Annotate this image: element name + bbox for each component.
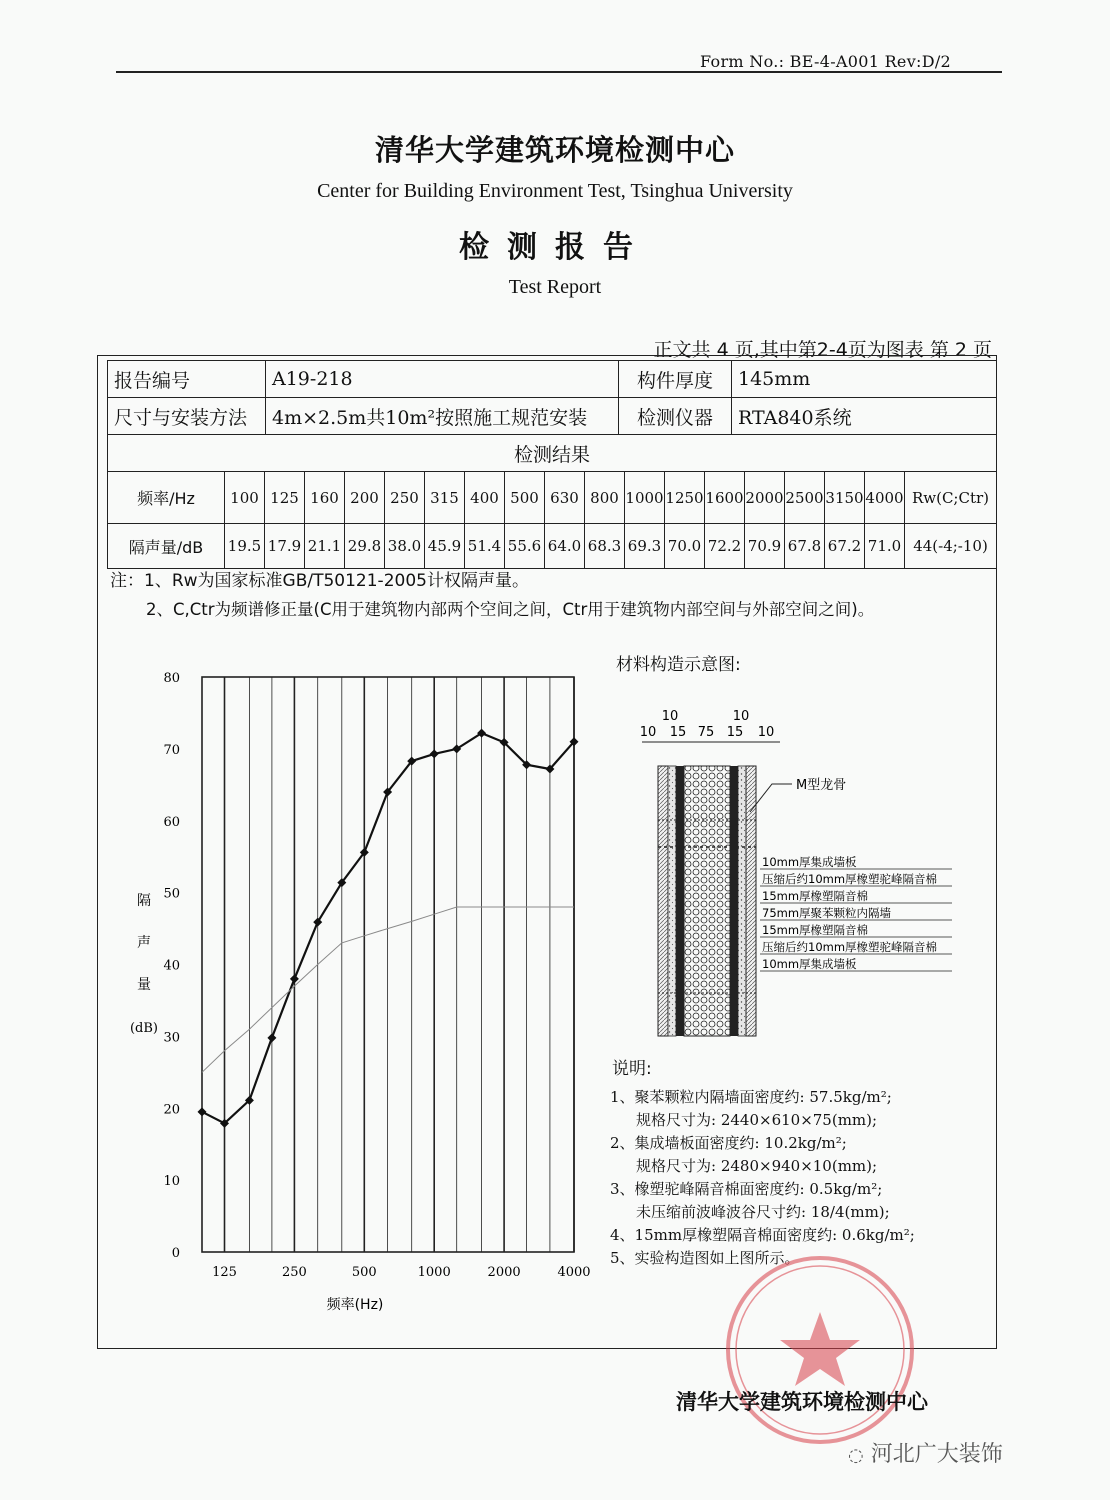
y-axis-label-char: 声 [137,935,151,951]
sri-cell: 38.0 [385,524,425,569]
dim-4: 15 [726,725,744,740]
sri-cell: 68.3 [585,524,625,569]
dim-top-right: 10 [732,709,750,724]
sri-cell: 51.4 [465,524,505,569]
freq-cell: 125 [265,472,305,524]
y-tick-label: 30 [163,1030,180,1046]
freq-label: 频率/Hz [108,472,225,524]
sound-insulation-chart [129,655,610,1325]
layer-foam-right [738,766,746,1036]
layer-labels [760,855,952,971]
instrument-label: 检测仪器 [619,398,732,435]
layer-label: 15mm厚橡塑隔音棉 [762,923,869,937]
sri-cell: 19.5 [225,524,265,569]
report-title-en: Test Report [508,276,602,298]
layer-eps-core [684,766,730,1036]
report-title-cn: 检测报告 [459,230,651,265]
description-line: 3、橡塑驼峰隔音棉面密度约: 0.5kg/m²; [610,1180,883,1198]
results-table [107,471,997,569]
info-table [107,360,997,472]
dim-1: 10 [639,725,657,740]
data-point [198,1107,207,1116]
x-tick-label: 125 [212,1265,237,1280]
y-tick-label: 60 [163,814,180,830]
sri-cell: 29.8 [345,524,385,569]
x-tick-label: 1000 [417,1265,451,1280]
thickness-label: 构件厚度 [619,361,732,398]
freq-cell: 630 [545,472,585,524]
description-line: 规格尺寸为: 2480×940×10(mm); [636,1157,878,1175]
dim-3: 75 [697,725,715,740]
x-axis-label: 频率(Hz) [326,1297,384,1313]
description-line: 1、聚苯颗粒内隔墙面密度约: 57.5kg/m²; [610,1088,892,1106]
form-number: Form No.: BE-4-A001 Rev:D/2 [700,52,952,71]
layer-rubber-left [676,766,684,1036]
x-tick-label: 250 [281,1265,307,1280]
freq-cell: 1600 [705,472,745,524]
page-info: 正文共 4 页,其中第2-4页为图表 第 2 页 [653,339,992,361]
wall-construction-diagram [620,700,960,1050]
description-title: 说明: [612,1059,652,1079]
organization-name-cn: 清华大学建筑环境检测中心 [374,133,735,167]
layer-board-left [658,766,668,1036]
header-rule [116,71,1002,73]
rw-label: Rw(C;Ctr) [905,472,997,524]
sri-cell: 55.6 [505,524,545,569]
description-line: 规格尺寸为: 2440×610×75(mm); [636,1111,878,1129]
freq-cell: 2500 [785,472,825,524]
source-watermark [848,1437,1003,1468]
description-line: 未压缩前波峰波谷尺寸约: 18/4(mm); [636,1203,890,1221]
data-point [290,974,299,983]
sri-label: 隔声量/dB [108,524,225,569]
y-tick-label: 50 [163,886,180,902]
freq-cell: 4000 [865,472,905,524]
layer-label: 10mm厚集成墙板 [762,855,857,869]
sri-cell: 70.0 [665,524,705,569]
dim-2: 15 [669,725,687,740]
official-seal [720,1250,920,1450]
x-tick-label: 2000 [487,1265,521,1280]
layer-label: 压缩后约10mm厚橡塑驼峰隔音棉 [762,872,938,886]
layer-label: 10mm厚集成墙板 [762,957,857,971]
description-line: 5、实验构造图如上图所示。 [610,1249,800,1267]
description-line: 2、集成墙板面密度约: 10.2kg/m²; [610,1134,847,1152]
keel-label: M型龙骨 [796,778,847,793]
y-axis-label-char: 量 [137,977,151,993]
sri-cell: 21.1 [305,524,345,569]
instrument-value: RTA840系统 [732,398,997,435]
y-tick-label: 0 [171,1246,180,1261]
wall-section [658,766,756,1036]
diagram-title: 材料构造示意图: [616,655,741,675]
dim-5: 10 [757,725,775,740]
freq-cell: 500 [505,472,545,524]
layer-foam-left [668,766,676,1036]
freq-cell: 160 [305,472,345,524]
freq-cell: 2000 [745,472,785,524]
y-tick-label: 10 [163,1174,180,1190]
organization-name-en: Center for Building Environment Test, Tsinghua University [317,180,793,202]
freq-cell: 100 [225,472,265,524]
thickness-value: 145mm [732,361,997,398]
report-no-value: A19-218 [266,361,619,398]
y-tick-label: 70 [163,742,180,758]
sri-cell: 17.9 [265,524,305,569]
y-axis-unit: (dB) [129,1021,159,1036]
chart-axes [130,671,591,1280]
y-axis-label-char: 隔 [137,893,151,909]
layer-label: 15mm厚橡塑隔音棉 [762,889,869,903]
layer-rubber-right [730,766,738,1036]
size-label: 尺寸与安装方法 [108,398,266,435]
sri-cell: 45.9 [425,524,465,569]
size-value: 4m×2.5m共10m²按照施工规范安装 [266,398,619,435]
data-point [267,1033,276,1042]
chat-bubble-icon: ◌ [848,1445,864,1466]
freq-cell: 200 [345,472,385,524]
footer-organization: 清华大学建筑环境检测中心 [676,1390,928,1414]
result-title: 检测结果 [108,435,997,472]
y-tick-label: 20 [163,1102,180,1118]
freq-cell: 800 [585,472,625,524]
freq-cell: 400 [465,472,505,524]
sri-cell: 67.8 [785,524,825,569]
seal-star-icon [780,1312,860,1386]
sri-cell: 67.2 [825,524,865,569]
data-point [430,749,439,758]
watermark-text: 河北广大装饰 [870,1442,1003,1467]
freq-cell: 315 [425,472,465,524]
freq-cell: 1250 [665,472,705,524]
rw-value: 44(-4;-10) [905,524,997,569]
description-line: 4、15mm厚橡塑隔音棉面密度约: 0.6kg/m²; [610,1226,915,1244]
report-no-label: 报告编号 [108,361,266,398]
description-block [610,1086,960,1270]
sri-cell: 64.0 [545,524,585,569]
note-2: 2、C,Ctr为频谱修正量(C用于建筑物内部两个空间之间，Ctr用于建筑物内部空间与外部空间之间)。 [146,600,875,619]
x-tick-label: 4000 [557,1265,591,1280]
sri-cell: 71.0 [865,524,905,569]
x-tick-label: 500 [351,1265,377,1280]
y-tick-label: 40 [163,958,180,974]
y-tick-label: 80 [163,671,180,686]
sri-cell: 72.2 [705,524,745,569]
note-1: 注：1、Rw为国家标准GB/T50121-2005计权隔声量。 [110,571,529,591]
freq-cell: 1000 [625,472,665,524]
layer-label: 压缩后约10mm厚橡塑驼峰隔音棉 [762,940,938,954]
layer-label: 75mm厚聚苯颗粒内隔墙 [762,906,892,920]
sri-cell: 70.9 [745,524,785,569]
sri-cell: 69.3 [625,524,665,569]
freq-cell: 250 [385,472,425,524]
chart-grid [202,677,574,1252]
dim-top-left: 10 [661,709,679,724]
freq-cell: 3150 [825,472,865,524]
